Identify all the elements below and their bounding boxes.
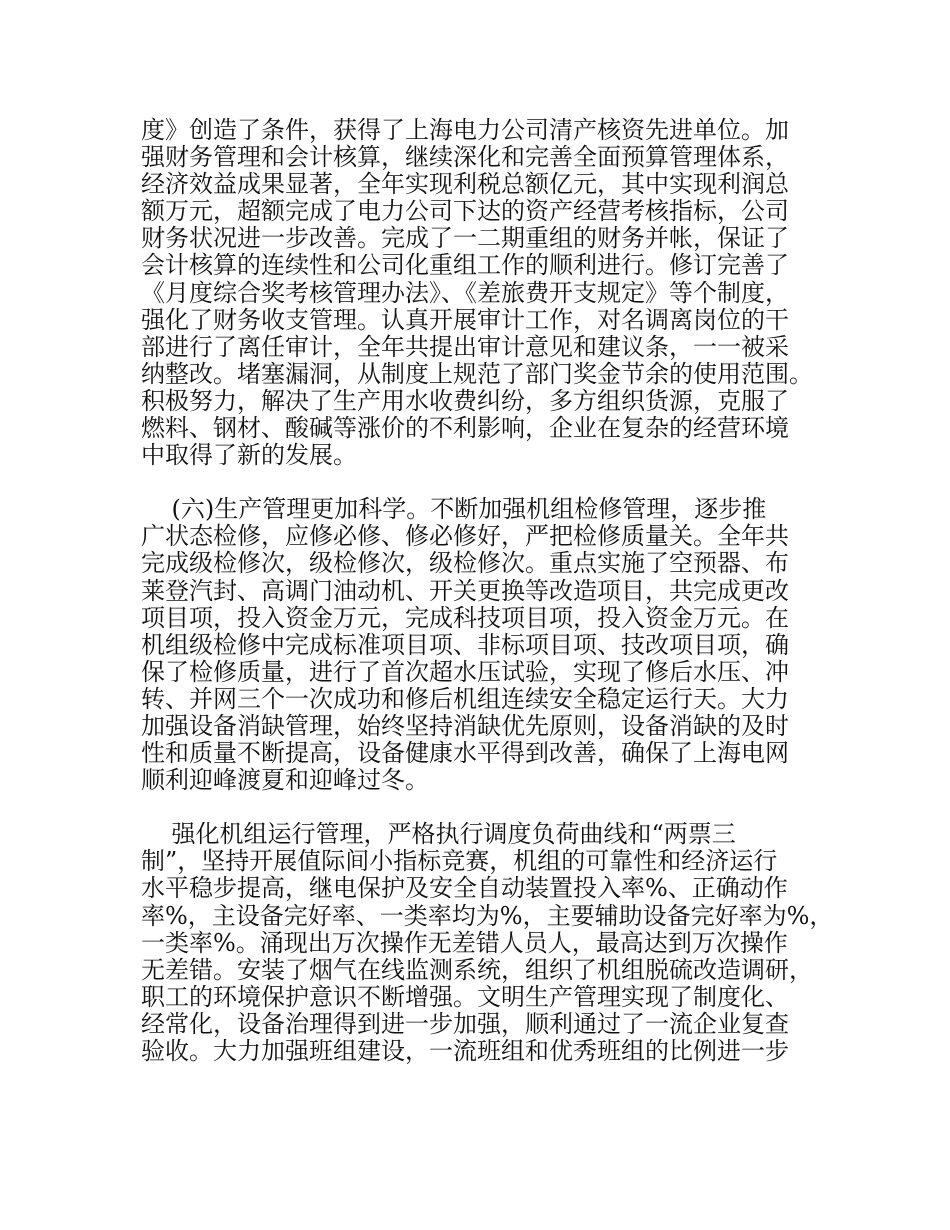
text-line: 转、并网三个一次成功和修后机组连续安全稳定运行天。大力 xyxy=(141,684,789,713)
text-line: 广状态检修，应修必修、修必修好，严把检修质量关。全年共 xyxy=(141,522,789,551)
text-line: 率%，主设备完好率、一类率均为%，主要辅助设备完好率为%， xyxy=(141,901,834,930)
document-body xyxy=(141,116,834,1065)
text-line: 财务状况进一步改善。完成了一二期重组的财务并帐，保证了 xyxy=(141,224,789,253)
text-line: 强财务管理和会计核算，继续深化和完善全面预算管理体系， xyxy=(141,143,789,172)
text-line: 中取得了新的发展。 xyxy=(141,441,357,470)
text-line: 保了检修质量，进行了首次超水压试验，实现了修后水压、冲 xyxy=(141,657,789,686)
paragraph-spacer xyxy=(141,794,821,821)
text-line: 职工的环境保护意识不断增强。文明生产管理实现了制度化、 xyxy=(141,982,789,1011)
text-line: 额万元，超额完成了电力公司下达的资产经营考核指标，公司 xyxy=(141,197,789,226)
text-line: 项目项，投入资金万元，完成科技项目项，投入资金万元。在 xyxy=(141,603,789,632)
text-line: 经常化，设备治理得到进一步加强，顺利通过了一流企业复查 xyxy=(141,1009,789,1038)
text-line: 莱登汽封、高调门油动机、开关更换等改造项目，共完成更改 xyxy=(141,576,789,605)
text-line: 强化了财务收支管理。认真开展审计工作，对名调离岗位的干 xyxy=(141,305,789,334)
text-line: 机组级检修中完成标准项目项、非标项目项、技改项目项，确 xyxy=(141,630,789,659)
text-line: 积极努力，解决了生产用水收费纠纷，多方组织货源，克服了 xyxy=(141,386,789,415)
text-line: 纳整改。堵塞漏洞，从制度上规范了部门奖金节余的使用范围。 xyxy=(141,359,813,388)
text-line: 燃料、钢材、酸碱等涨价的不利影响，企业在复杂的经营环境 xyxy=(141,414,789,443)
text-line: (六)生产管理更加科学。不断加强机组检修管理，逐步推 xyxy=(141,495,767,524)
paragraph-production-management xyxy=(141,496,821,794)
text-line: 《月度综合奖考核管理办法》、《差旅费开支规定》等个制度， xyxy=(141,278,789,307)
text-line: 性和质量不断提高，设备健康水平得到改善，确保了上海电网 xyxy=(141,739,789,768)
text-line: 强化机组运行管理，严格执行调度负荷曲线和“两票三 xyxy=(141,820,736,849)
paragraph-finance xyxy=(141,117,821,469)
text-line: 度》创造了条件，获得了上海电力公司清产核资先进单位。加 xyxy=(141,116,789,144)
text-line: 部进行了离任审计，全年共提出审计意见和建议条，一一被采 xyxy=(141,332,789,361)
text-line: 经济效益成果显著，全年实现利税总额亿元，其中实现利润总 xyxy=(141,170,789,199)
text-line: 验收。大力加强班组建设，一流班组和优秀班组的比例进一步 xyxy=(141,1037,789,1065)
text-line: 完成级检修次，级检修次，级检修次。重点实施了空预器、布 xyxy=(141,549,789,578)
text-line: 无差错。安装了烟气在线监测系统，组织了机组脱硫改造调研， xyxy=(141,955,813,984)
text-line: 水平稳步提高，继电保护及安全自动装置投入率%、正确动作 xyxy=(141,874,788,903)
text-line: 会计核算的连续性和公司化重组工作的顺利进行。修订完善了 xyxy=(141,251,789,280)
text-line: 加强设备消缺管理，始终坚持消缺优先原则，设备消缺的及时 xyxy=(141,711,789,740)
paragraph-spacer xyxy=(141,469,821,496)
paragraph-operation-management xyxy=(141,820,834,1065)
text-line: 一类率%。涌现出万次操作无差错人员人，最高达到万次操作 xyxy=(141,928,788,957)
text-line: 制”，坚持开展值际间小指标竞赛，机组的可靠性和经济运行 xyxy=(141,847,778,876)
text-line: 顺利迎峰渡夏和迎峰过冬。 xyxy=(141,766,429,795)
